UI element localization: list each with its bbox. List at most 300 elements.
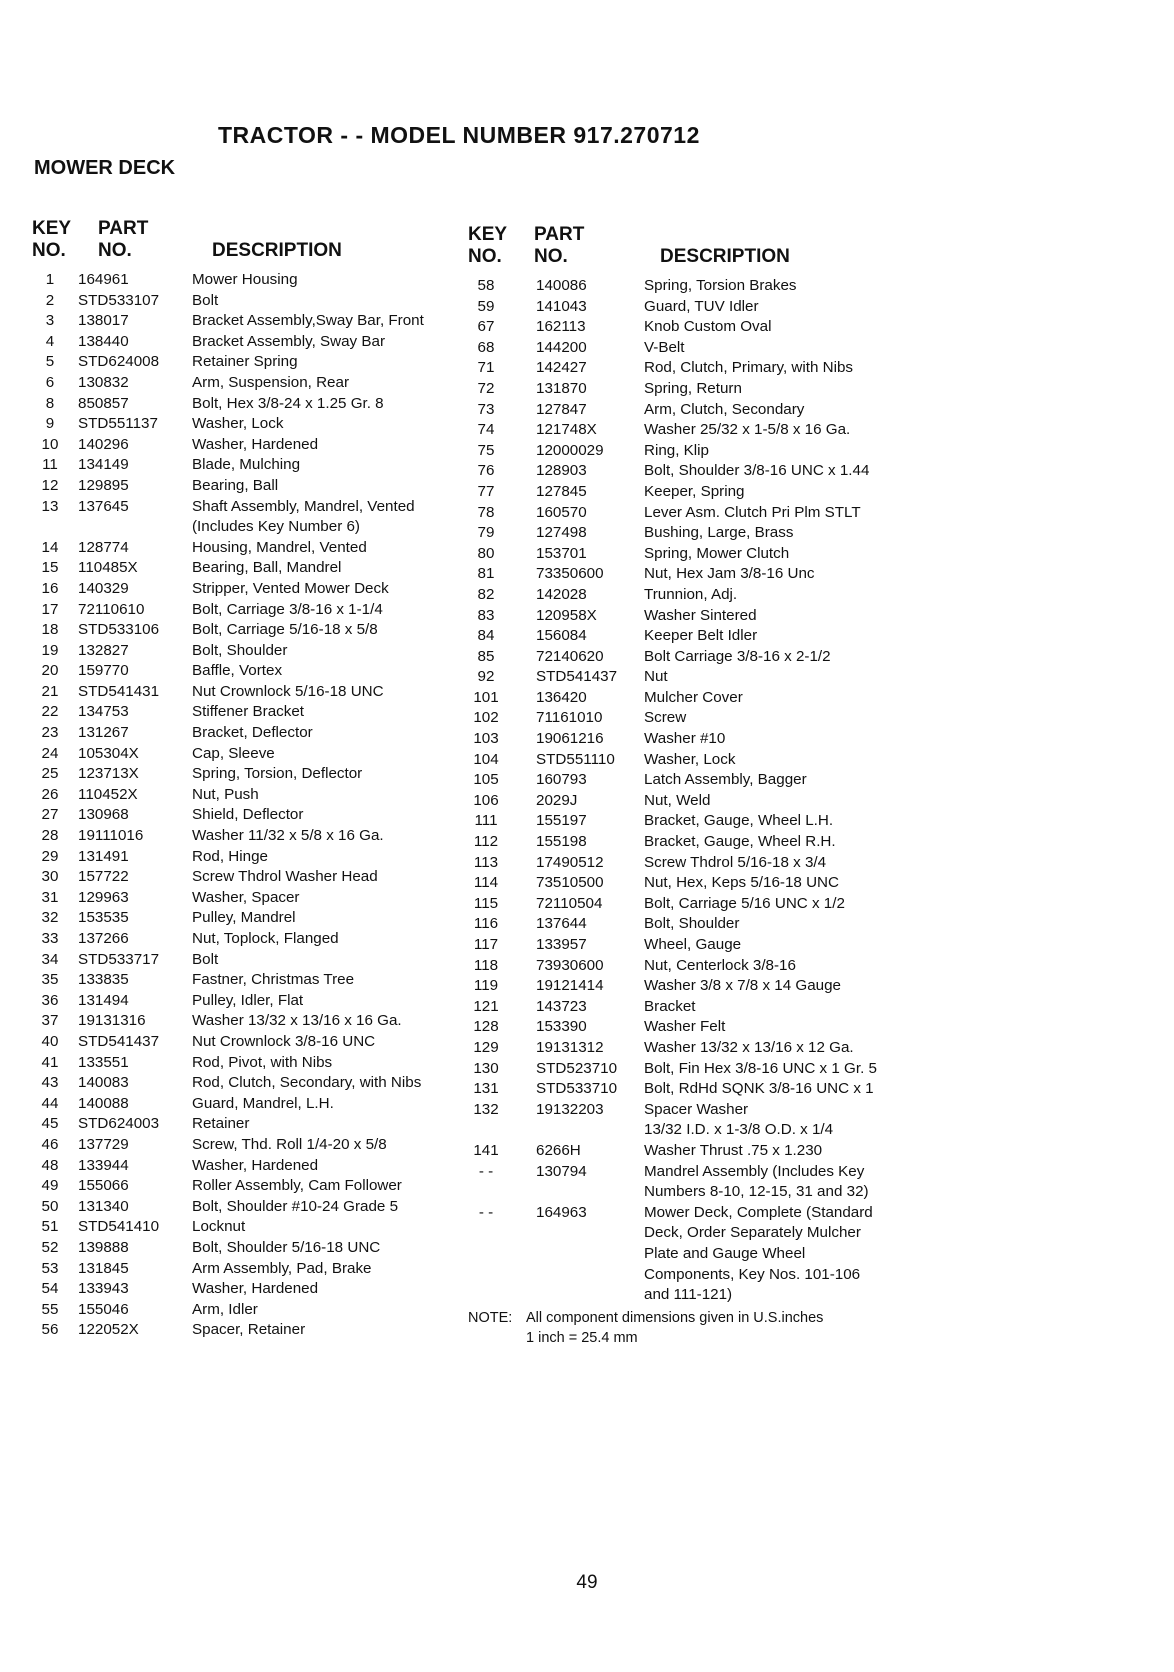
part-number: 133835: [78, 971, 129, 989]
table-row: [468, 564, 908, 585]
part-description: Nut, Hex Jam 3/8-16 Unc: [644, 565, 815, 583]
part-number: STD533106: [78, 621, 160, 639]
key-number: 75: [477, 441, 495, 459]
part-description: Cap, Sleeve: [192, 744, 275, 762]
key-number: 115: [473, 894, 499, 912]
part-number: 140329: [78, 579, 129, 597]
table-row: [468, 750, 908, 771]
part-number: 157722: [78, 868, 129, 886]
part-description: Washer 13/32 x 13/16 x 16 Ga.: [192, 1012, 402, 1030]
table-row: [468, 976, 908, 997]
part-description: Washer Sintered: [644, 606, 757, 624]
key-number: 40: [41, 1032, 59, 1050]
part-number: 127847: [536, 400, 587, 418]
key-number: 76: [477, 462, 495, 480]
part-number: 142028: [536, 585, 587, 603]
table-row: [32, 950, 462, 971]
table-row: [468, 441, 908, 462]
key-number: 48: [41, 1156, 59, 1174]
part-number: 71161010: [536, 709, 603, 727]
part-description: Bolt, Fin Hex 3/8-16 UNC x 1 Gr. 5: [644, 1059, 877, 1077]
key-number: - -: [478, 1162, 494, 1180]
key-number: 43: [41, 1074, 59, 1092]
part-number: 141043: [536, 297, 587, 315]
part-description: Pulley, Mandrel: [192, 909, 296, 927]
part-description: Bolt, RdHd SQNK 3/8-16 UNC x 1: [644, 1080, 874, 1098]
page-title: TRACTOR - - MODEL NUMBER 917.270712: [218, 122, 700, 148]
part-description: Arm Assembly, Pad, Brake: [192, 1259, 372, 1277]
table-row: [32, 517, 462, 538]
part-number: 153701: [536, 544, 587, 562]
table-row: [32, 1011, 462, 1032]
part-description: Nut, Hex, Keps 5/16-18 UNC: [644, 874, 839, 892]
part-number: 144200: [536, 338, 587, 356]
key-number: 116: [473, 915, 499, 933]
part-description: (Includes Key Number 6): [192, 518, 360, 536]
part-number: [504, 1244, 644, 1265]
key-number: 6: [45, 373, 55, 391]
part-number: 164961: [78, 271, 129, 288]
part-description: Bearing, Ball: [192, 476, 279, 494]
key-no-header: NO.: [32, 240, 66, 261]
table-row: [32, 744, 462, 765]
key-number: 14: [41, 538, 59, 556]
part-number: 162113: [536, 318, 586, 336]
table-row: [468, 358, 908, 379]
part-description: Pulley, Idler, Flat: [192, 991, 304, 1009]
key-number: 84: [477, 627, 495, 645]
parts-list: [32, 270, 462, 1341]
part-number: [68, 517, 192, 538]
key-number: 35: [41, 971, 59, 989]
table-row: [468, 626, 908, 647]
table-row: [468, 935, 908, 956]
key-number: 12: [41, 476, 59, 494]
table-row: [32, 785, 462, 806]
parts-list: [468, 276, 908, 1306]
part-number: 123713X: [78, 765, 139, 783]
part-description: Mower Deck, Complete (Standard: [644, 1203, 873, 1221]
key-number: 32: [41, 909, 59, 927]
key-number: - -: [478, 1203, 494, 1221]
key-number: 53: [41, 1259, 59, 1277]
part-description: Bolt, Shoulder: [644, 915, 740, 933]
table-row: [32, 970, 462, 991]
part-number: 12000029: [536, 441, 604, 459]
key-number: 117: [473, 936, 499, 953]
key-number: 132: [473, 1100, 499, 1118]
part-description: Nut: [644, 668, 668, 686]
part-no-header: NO.: [98, 240, 132, 261]
key-number: 30: [41, 868, 59, 886]
key-number: 119: [473, 977, 499, 995]
table-row: [468, 688, 908, 709]
key-number: 25: [41, 765, 59, 783]
part-description: Rod, Pivot, with Nibs: [192, 1053, 333, 1071]
table-row: [32, 1135, 462, 1156]
part-description: and 111-121): [644, 1286, 733, 1304]
part-description: Washer #10: [644, 730, 726, 748]
table-row: [32, 1094, 462, 1115]
part-description: Bracket: [644, 997, 696, 1015]
part-number: STD533717: [78, 950, 160, 968]
part-description: Bolt: [192, 950, 219, 968]
table-row: [32, 394, 462, 415]
key-number: 104: [473, 750, 499, 768]
table-row: [32, 929, 462, 950]
part-description: Nut, Push: [192, 785, 259, 803]
part-number: 17490512: [536, 853, 604, 871]
key-number: 111: [474, 812, 498, 830]
key-number: [32, 517, 68, 538]
key-number: 112: [473, 833, 499, 851]
part-number: 140083: [78, 1074, 129, 1092]
part-description: Spacer, Retainer: [192, 1321, 306, 1339]
part-number: 129895: [78, 476, 129, 494]
key-number: 49: [41, 1177, 59, 1195]
part-number: 120958X: [536, 606, 597, 624]
part-description: Bushing, Large, Brass: [644, 524, 794, 542]
table-row: [32, 641, 462, 662]
key-number: [468, 1285, 504, 1306]
key-number: 54: [41, 1280, 59, 1298]
part-description: Shield, Deflector: [192, 806, 304, 824]
table-row: [32, 1300, 462, 1321]
part-description: Shaft Assembly, Mandrel, Vented: [192, 497, 415, 515]
part-number: 130832: [78, 373, 129, 391]
key-number: 29: [41, 847, 59, 865]
part-number: 160570: [536, 503, 587, 521]
part-description: Trunnion, Adj.: [644, 585, 738, 603]
part-number: 19121414: [536, 977, 604, 995]
key-number: 68: [477, 338, 495, 356]
table-row: [468, 1120, 908, 1141]
part-description: Knob Custom Oval: [644, 318, 772, 336]
key-number: 31: [41, 888, 59, 906]
table-row: [468, 1223, 908, 1244]
table-row: [468, 544, 908, 565]
key-number: [468, 1265, 504, 1286]
part-number: 142427: [536, 359, 587, 377]
table-row: [32, 435, 462, 456]
part-number: 155197: [536, 812, 587, 830]
key-number: 92: [477, 668, 495, 686]
key-number: 28: [41, 827, 59, 845]
part-description: Washer 25/32 x 1-5/8 x 16 Ga.: [644, 421, 851, 439]
table-row: [32, 1217, 462, 1238]
table-row: [32, 270, 462, 291]
key-number: [468, 1182, 504, 1203]
part-number: 133943: [78, 1280, 129, 1298]
table-row: [468, 420, 908, 441]
table-row: [32, 600, 462, 621]
part-number: 72110504: [536, 894, 603, 912]
key-number: 24: [41, 744, 59, 762]
part-number: 133551: [78, 1053, 129, 1071]
part-description: Baffle, Vortex: [192, 662, 283, 680]
part-number: 140296: [78, 435, 129, 453]
part-number: 140088: [78, 1094, 129, 1112]
part-description: Ring, Klip: [644, 441, 709, 459]
table-row: [32, 1114, 462, 1135]
part-number: 19111016: [78, 827, 144, 845]
key-number: 67: [477, 318, 495, 336]
part-description: Stiffener Bracket: [192, 703, 304, 721]
key-number: 8: [45, 394, 55, 412]
table-row: [32, 476, 462, 497]
table-row: [32, 1320, 462, 1341]
table-row: [468, 873, 908, 894]
part-description: Retainer Spring: [192, 353, 298, 371]
table-row: [468, 1059, 908, 1080]
part-description: Numbers 8-10, 12-15, 31 and 32): [644, 1183, 869, 1201]
key-number: 44: [41, 1094, 59, 1112]
part-number: 137729: [78, 1135, 129, 1153]
part-number: 164963: [536, 1203, 587, 1221]
part-description: Spacer Washer: [644, 1100, 749, 1118]
part-number: STD541431: [78, 682, 160, 700]
table-row: [468, 503, 908, 524]
key-number: 3: [45, 312, 55, 330]
part-number: 134753: [78, 703, 129, 721]
part-number: 19061216: [536, 730, 604, 748]
table-row: [32, 1176, 462, 1197]
table-row: [468, 276, 908, 297]
key-number: 27: [41, 806, 59, 824]
table-row: [32, 579, 462, 600]
part-number: 156084: [536, 627, 587, 645]
table-row: [468, 400, 908, 421]
part-number: 160793: [536, 771, 587, 789]
key-number: 73: [477, 400, 495, 418]
key-number: 22: [41, 703, 59, 721]
key-number: 20: [41, 662, 59, 680]
part-description: Nut Crownlock 3/8-16 UNC: [192, 1032, 376, 1050]
key-number: 23: [41, 724, 59, 742]
table-row: [468, 729, 908, 750]
key-number: 130: [473, 1059, 499, 1077]
key-number: 82: [477, 585, 495, 603]
part-description: Deck, Order Separately Mulcher: [644, 1224, 861, 1242]
key-number: 105: [473, 771, 499, 789]
part-description: Bracket Assembly,Sway Bar, Front: [192, 312, 424, 330]
table-row: [468, 1285, 908, 1306]
part-number: 19132203: [536, 1100, 604, 1118]
part-description: Washer, Hardened: [192, 1280, 319, 1298]
part-number: 6266H: [536, 1141, 581, 1159]
part-number: 128774: [78, 538, 129, 556]
part-number: 131340: [78, 1197, 129, 1215]
part-description: Wheel, Gauge: [644, 936, 742, 953]
key-number: 80: [477, 544, 495, 562]
part-description: Bolt, Carriage 5/16 UNC x 1/2: [644, 894, 845, 912]
table-row: [32, 455, 462, 476]
part-description: Lever Asm. Clutch Pri Plm STLT: [644, 503, 861, 521]
part-number: 133957: [536, 936, 587, 953]
description-header: DESCRIPTION: [660, 246, 790, 267]
table-row: [32, 867, 462, 888]
table-row: [468, 791, 908, 812]
key-number: 55: [41, 1300, 59, 1318]
part-number: 153535: [78, 909, 129, 927]
part-number: [504, 1120, 644, 1141]
page-number: 49: [576, 1572, 598, 1593]
part-number: 130794: [536, 1162, 587, 1180]
table-row: [32, 1238, 462, 1259]
key-number: 18: [41, 621, 59, 639]
key-number: 21: [41, 682, 59, 700]
part-number: 137645: [78, 497, 129, 515]
part-number: 72110610: [78, 600, 145, 618]
column-header: [468, 224, 908, 276]
part-number: 139888: [78, 1238, 129, 1256]
part-number: 105304X: [78, 744, 139, 762]
key-number: 9: [45, 415, 55, 433]
key-number: 85: [477, 647, 495, 665]
table-row: [32, 352, 462, 373]
part-description: Locknut: [192, 1218, 246, 1236]
part-description: Screw Thdrol Washer Head: [192, 868, 378, 886]
table-row: [468, 1017, 908, 1038]
part-header: PART: [98, 218, 149, 239]
part-number: STD551137: [78, 415, 158, 433]
table-row: [468, 667, 908, 688]
key-number: 52: [41, 1238, 59, 1256]
column-header: [32, 218, 462, 270]
part-number: 153390: [536, 1018, 587, 1036]
part-number: 159770: [78, 662, 129, 680]
key-number: 45: [41, 1115, 59, 1133]
key-number: 37: [41, 1012, 59, 1030]
part-description: Bracket, Deflector: [192, 724, 313, 742]
part-description: Arm, Idler: [192, 1300, 258, 1318]
part-description: Bolt, Shoulder 5/16-18 UNC: [192, 1238, 381, 1256]
part-number: STD541437: [78, 1032, 160, 1050]
key-number: 121: [473, 997, 499, 1015]
part-number: 110452X: [78, 785, 138, 803]
key-header: KEY: [32, 218, 72, 239]
part-description: Spring, Torsion, Deflector: [192, 765, 363, 783]
part-description: Washer, Lock: [644, 750, 736, 768]
part-description: Blade, Mulching: [192, 456, 301, 474]
description-header: DESCRIPTION: [212, 240, 342, 261]
key-number: 103: [473, 730, 499, 748]
part-description: Latch Assembly, Bagger: [644, 771, 807, 789]
table-row: [32, 1156, 462, 1177]
table-row: [32, 538, 462, 559]
part-description: Spring, Mower Clutch: [644, 544, 790, 562]
table-row: [32, 991, 462, 1012]
part-number: 131845: [78, 1259, 129, 1277]
key-number: 106: [473, 791, 499, 809]
part-number: 127498: [536, 524, 587, 542]
part-description: Bolt, Hex 3/8-24 x 1.25 Gr. 8: [192, 394, 384, 412]
part-description: Bearing, Ball, Mandrel: [192, 559, 342, 577]
key-number: 74: [477, 421, 495, 439]
table-row: [468, 1244, 908, 1265]
parts-table-left: [32, 218, 462, 1341]
part-description: Washer 3/8 x 7/8 x 14 Gauge: [644, 977, 841, 995]
part-number: [504, 1223, 644, 1244]
part-number: STD533107: [78, 291, 160, 309]
part-description: Screw, Thd. Roll 1/4-20 x 5/8: [192, 1135, 387, 1153]
part-number: 132827: [78, 641, 129, 659]
table-row: [32, 805, 462, 826]
key-number: 131: [473, 1080, 499, 1098]
part-number: 2029J: [536, 791, 578, 809]
table-row: [468, 523, 908, 544]
part-number: 121748X: [536, 421, 597, 439]
part-description: Bracket, Gauge, Wheel L.H.: [644, 812, 834, 830]
part-number: 130968: [78, 806, 129, 824]
table-row: [32, 414, 462, 435]
part-description: Bolt, Carriage 5/16-18 x 5/8: [192, 621, 378, 639]
part-description: Retainer: [192, 1115, 250, 1133]
table-row: [468, 914, 908, 935]
table-row: [468, 956, 908, 977]
key-number: 46: [41, 1135, 59, 1153]
part-number: 137266: [78, 930, 129, 947]
table-row: [468, 997, 908, 1018]
table-row: [468, 832, 908, 853]
table-row: [468, 647, 908, 668]
key-number: 78: [477, 503, 495, 521]
table-row: [468, 770, 908, 791]
key-number: 141: [473, 1141, 499, 1159]
table-row: [468, 1038, 908, 1059]
table-row: [32, 620, 462, 641]
part-number: 131870: [536, 379, 587, 397]
key-number: 118: [473, 956, 499, 974]
table-row: [468, 1141, 908, 1162]
table-row: [32, 373, 462, 394]
part-description: 13/32 I.D. x 1-3/8 O.D. x 1/4: [644, 1121, 834, 1139]
table-row: [32, 311, 462, 332]
part-description: Washer Thrust .75 x 1.230: [644, 1141, 823, 1159]
table-row: [468, 1162, 908, 1183]
key-number: 113: [473, 853, 499, 871]
table-row: [468, 1182, 908, 1203]
part-number: STD541410: [78, 1218, 160, 1236]
part-description: Bolt: [192, 291, 219, 309]
table-row: [468, 1079, 908, 1100]
table-row: [468, 482, 908, 503]
key-number: 79: [477, 524, 495, 542]
part-description: Mulcher Cover: [644, 688, 743, 706]
part-description: Washer 13/32 x 13/16 x 12 Ga.: [644, 1038, 854, 1056]
key-number: 83: [477, 606, 495, 624]
table-row: [32, 682, 462, 703]
key-number: 58: [477, 277, 495, 294]
table-row: [468, 853, 908, 874]
key-header: KEY: [468, 224, 508, 245]
key-number: 1: [45, 271, 55, 288]
part-number: 138440: [78, 332, 129, 350]
key-number: [468, 1244, 504, 1265]
key-number: 5: [45, 353, 55, 371]
part-description: Washer Felt: [644, 1018, 726, 1036]
key-number: 128: [473, 1018, 499, 1036]
part-number: 134149: [78, 456, 129, 474]
part-description: Bracket, Gauge, Wheel R.H.: [644, 833, 836, 851]
note-text: All component dimensions given in U.S.inches: [526, 1309, 824, 1326]
key-number: 101: [473, 688, 499, 706]
table-row: [32, 702, 462, 723]
table-row: [32, 1073, 462, 1094]
table-row: [32, 497, 462, 518]
part-number: 73930600: [536, 956, 604, 974]
part-number: 127845: [536, 482, 587, 500]
